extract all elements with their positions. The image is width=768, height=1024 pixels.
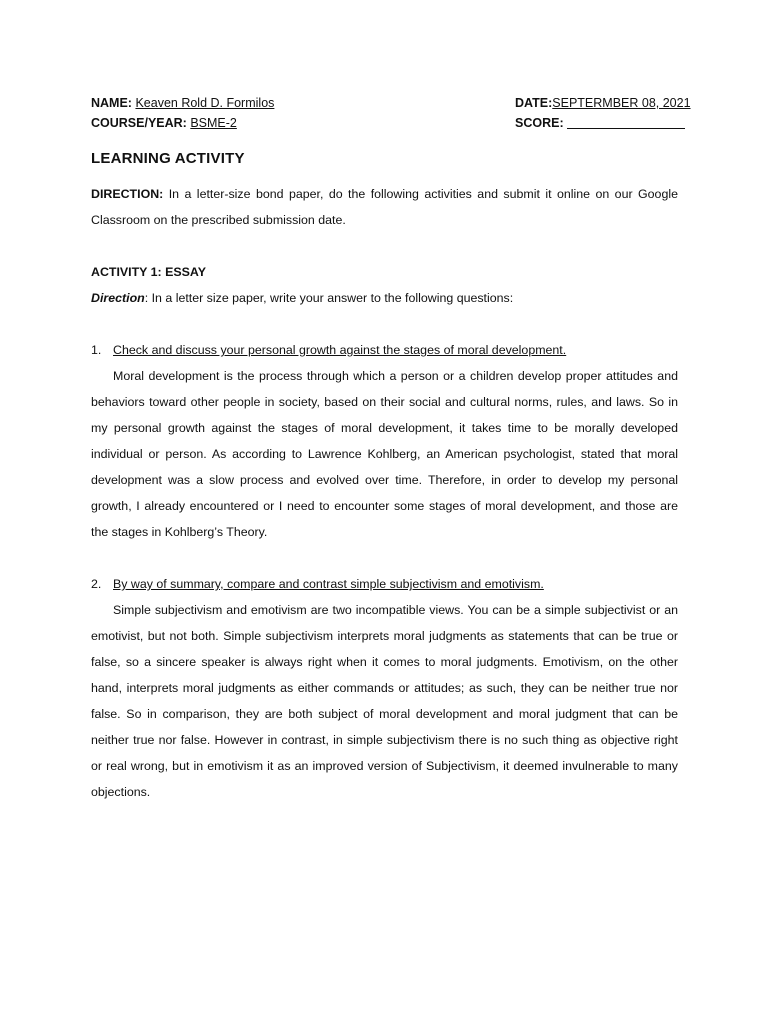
direction-paragraph bbox=[91, 181, 678, 233]
name-label: NAME: bbox=[91, 96, 132, 110]
answer-2-text: Simple subjectivism and emotivism are two incompatible views. You can be a simple subjectivist or an emotivist, but not both. Simple subjectivism interprets moral judgments as statements that can be true or false, so a sincere speaker is always right when it comes to moral judgments. Emotivism, on the other hand, interprets moral judgments as either commands or attitudes; as such, they can be neither true nor false. So in comparison, they are both subject of moral development and moral judgment that can be neither true nor false. However in contrast, in simple subjectivism there is no such thing as objective right or real wrong, but in emotivism it as an improved version of Subjectivism, it deemed invulnerable to many objections. bbox=[91, 603, 678, 799]
question-2-text: By way of summary, compare and contrast simple subjectivism and emotivism. bbox=[113, 577, 544, 591]
question-1-number: 1. bbox=[91, 343, 102, 357]
activity-heading: ACTIVITY 1: ESSAY bbox=[91, 265, 206, 279]
question-1 bbox=[91, 342, 566, 358]
name-field bbox=[91, 95, 274, 111]
answer-1 bbox=[91, 363, 678, 545]
activity-direction bbox=[91, 290, 513, 306]
answer-2 bbox=[91, 597, 678, 805]
score-label: SCORE: bbox=[515, 116, 564, 130]
course-value: BSME-2 bbox=[190, 116, 237, 130]
question-2-number: 2. bbox=[91, 577, 102, 591]
activity-direction-label: Direction bbox=[91, 291, 145, 305]
activity-direction-text: : In a letter size paper, write your answer to the following questions: bbox=[144, 291, 514, 305]
direction-label: DIRECTION: bbox=[91, 187, 164, 201]
date-label: DATE: bbox=[515, 96, 553, 110]
course-label: COURSE/YEAR: bbox=[91, 116, 187, 130]
date-value: SEPTERMBER 08, 2021 bbox=[552, 96, 691, 110]
question-2 bbox=[91, 576, 544, 592]
direction-text: In a letter-size bond paper, do the following activities and submit it online on our Google Classroom on the prescribed submission date. bbox=[91, 187, 678, 227]
answer-1-text: Moral development is the process through which a person or a children develop proper attitudes and behaviors toward other people in society, based on their social and cultural norms, rules, and laws. So in my personal growth against the stages of moral development, it takes time to be morally developed individual or person. As according to Lawrence Kohlberg, an American psychologist, stated that moral development was a slow process and evolved over time. Therefore, in order to develop my personal growth, I already encountered or I need to encounter some stages of moral development, and those are the stages in Kohlberg’s Theory. bbox=[91, 369, 678, 539]
date-field bbox=[515, 95, 691, 111]
name-value: Keaven Rold D. Formilos bbox=[135, 96, 275, 110]
question-1-text: Check and discuss your personal growth against the stages of moral development. bbox=[113, 343, 567, 357]
document-page bbox=[91, 0, 691, 1024]
page-title: LEARNING ACTIVITY bbox=[91, 150, 245, 167]
course-field bbox=[91, 115, 237, 131]
score-blank-line bbox=[567, 116, 685, 129]
score-field bbox=[515, 115, 685, 131]
